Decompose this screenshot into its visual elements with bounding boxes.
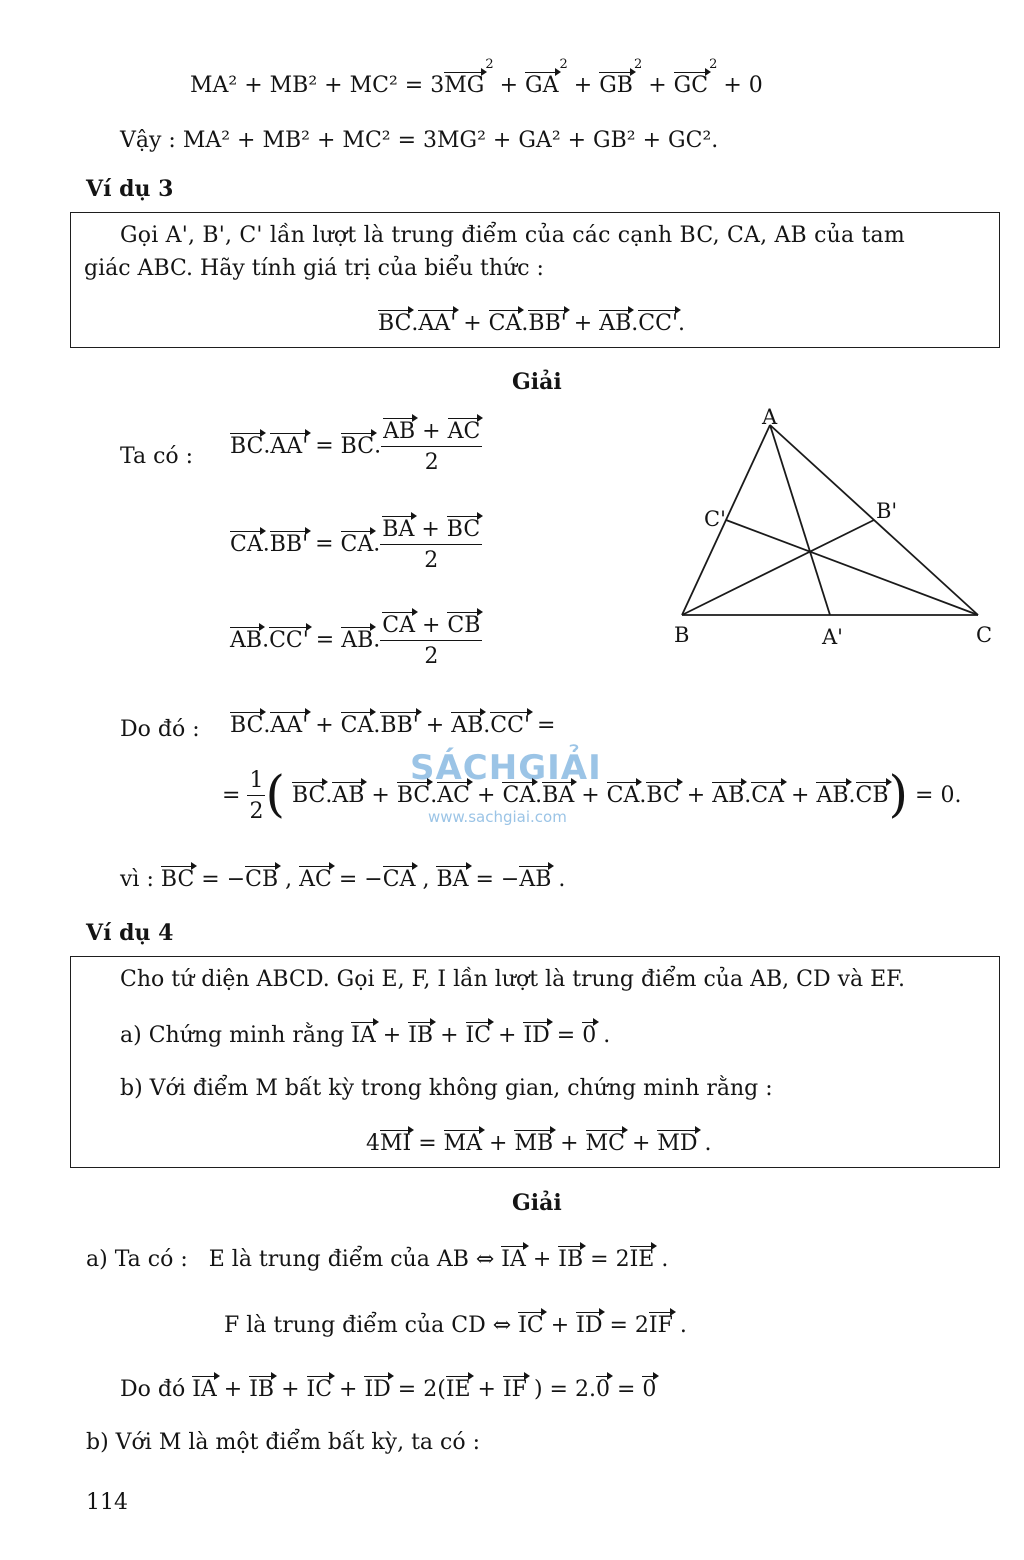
example-3-solution-heading: Giải: [512, 369, 562, 395]
one-half: $\frac{1}{2}$: [249, 768, 264, 824]
page-number: 114: [86, 1490, 128, 1515]
vector-gc: GC: [673, 73, 709, 98]
solution-4-line-1: a) Ta có : E là trung điểm của AB ⇔ IA + IB = 2IE .: [86, 1247, 669, 1272]
example-4-part-b-equation: 4MI = MA + MB + MC + MD .: [366, 1131, 712, 1156]
sum-expression: BC.AA' + CA.BB' + AB.CC' =: [230, 713, 556, 738]
median-cc1: [726, 520, 978, 615]
example-4-part-b: b) Với điểm M bất kỳ trong không gian, chứng minh rằng :: [120, 1076, 773, 1101]
watermark-logo: SÁCHGIẢI: [410, 748, 602, 788]
label-a: A: [762, 405, 778, 429]
example-3-expression: BC.AA' + CA.BB' + AB.CC'.: [378, 311, 685, 336]
vector-ga: GA: [525, 73, 559, 98]
fraction: $\frac{BA + BC}{2}$: [382, 517, 481, 573]
example-4-heading: Ví dụ 4: [86, 920, 174, 946]
label-a-prime: A': [822, 625, 843, 649]
do-do-label: Do đó :: [120, 717, 200, 742]
vector-gb: GB: [599, 73, 633, 98]
solution-4-part-b-start: b) Với M là một điểm bất kỳ, ta có :: [86, 1430, 481, 1455]
label-b: B: [674, 623, 690, 647]
solution-equation-1: BC.AA' = BC. $\frac{AB + AC}{2}$: [230, 419, 481, 475]
solution-equation-2: CA.BB' = CA. $\frac{BA + BC}{2}$: [230, 517, 481, 573]
label-b-prime: B': [876, 499, 898, 523]
example-3-problem-line-1: Gọi A', B', C' lần lượt là trung điểm của các cạnh BC, CA, AB của tam: [120, 223, 905, 248]
intro-conclusion: Vậy : MA² + MB² + MC² = 3MG² + GA² + GB² + GC².: [120, 128, 719, 153]
example-4-problem-line-1: Cho tứ diện ABCD. Gọi E, F, I lần lượt là trung điểm của AB, CD và EF.: [120, 967, 906, 992]
fraction: $\frac{AB + AC}{2}$: [383, 419, 481, 475]
solution-equation-3: AB.CC' = AB. $\frac{CA + CB}{2}$: [230, 613, 481, 669]
example-4-part-a: a) Chứng minh rằng IA + IB + IC + ID = 0 .: [120, 1023, 611, 1048]
example-3-problem-line-2: giác ABC. Hãy tính giá trị của biểu thức :: [84, 256, 544, 281]
expansion-line: = $\frac{1}{2}$ ( BC.AB + BC.AC + CA.BA + CA.BC + AB.CA + AB.CB) = 0.: [222, 765, 962, 824]
triangle-figure: [660, 400, 1010, 660]
vector-mg: MG: [444, 73, 485, 98]
fraction: $\frac{CA + CB}{2}$: [382, 613, 481, 669]
watermark-url: www.sachgiai.com: [428, 808, 567, 826]
intro-equation-1: $MA^2 + MB^2 + MC^2 = 3MG^2 + GA^2 + GB^2 + GC^2 + 0$: [190, 57, 763, 98]
because-line: vì : BC = −CB , AC = −CA , BA = −AB .: [120, 867, 566, 892]
example-4-solution-heading: Giải: [512, 1190, 562, 1216]
example-3-heading: Ví dụ 3: [86, 176, 174, 202]
ta-co-label: Ta có :: [120, 444, 194, 469]
label-c: C: [976, 623, 993, 647]
label-c-prime: C': [704, 507, 726, 531]
solution-4-line-2: F là trung điểm của CD ⇔ IC + ID = 2IF .: [224, 1313, 687, 1338]
median-bb1: [682, 520, 874, 615]
solution-4-line-3: Do đó IA + IB + IC + ID = 2(IE + IF ) = 2.0 = 0: [120, 1377, 657, 1402]
